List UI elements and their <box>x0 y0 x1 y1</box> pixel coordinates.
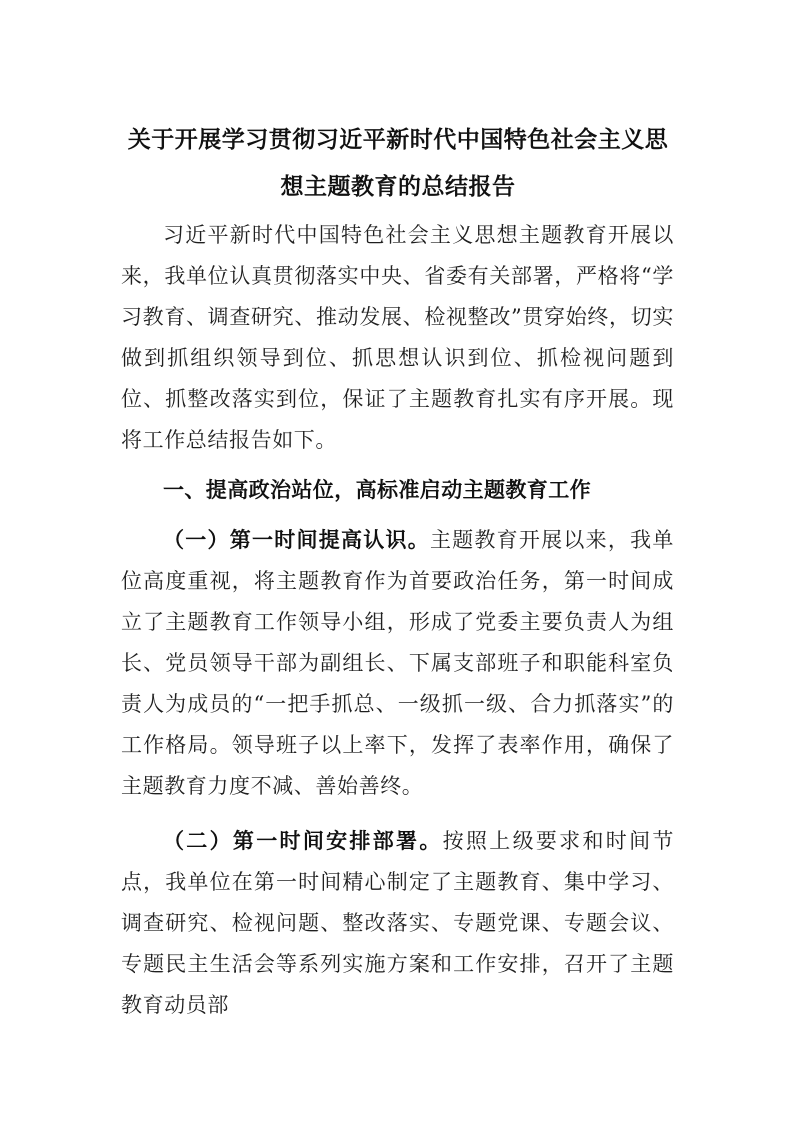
paragraph-item-1 <box>121 520 674 807</box>
intro-paragraph: 习近平新时代中国特色社会主义思想主题教育开展以来，我单位认真贯彻落实中央、省委有关部署，严格将“学习教育、调查研究、推动发展、检视整改”贯穿始终，切实做到抓组织领导到位、抓思想认识到位、抓检视问题到位、抓整改落实到位，保证了主题教育扎实有序开展。现将工作总结报告如下。 <box>121 223 674 452</box>
item-2-body: 按照上级要求和时间节点，我单位在第一时间精心制定了主题教育、集中学习、调查研究、检视问题、整改落实、专题党课、专题会议、专题民主生活会等系列实施方案和工作安排，召开了主题教育动员部 <box>121 829 674 1017</box>
section-heading-1: 一、提高政治站位，高标准启动主题教育工作 <box>163 478 591 502</box>
item-1-body: 主题教育开展以来，我单位高度重视，将主题教育作为首要政治任务，第一时间成立了主题教育工作领导小组，形成了党委主要负责人为组长、党员领导干部为副组长、下属支部班子和职能科室负责人为成员的“一把手抓总、一级抓一级、合力抓落实”的工作格局。领导班子以上率下，发挥了表率作用，确保了主题教育力度不减、善始善终。 <box>121 528 674 798</box>
paragraph-item-2 <box>121 821 674 1026</box>
document-title: 关于开展学习贯彻习近平新时代中国特色社会主义思想主题教育的总结报告 <box>127 127 669 200</box>
item-2-lead: （二）第一时间安排部署。 <box>163 829 443 853</box>
item-1-lead: （一）第一时间提高认识。 <box>163 528 430 552</box>
